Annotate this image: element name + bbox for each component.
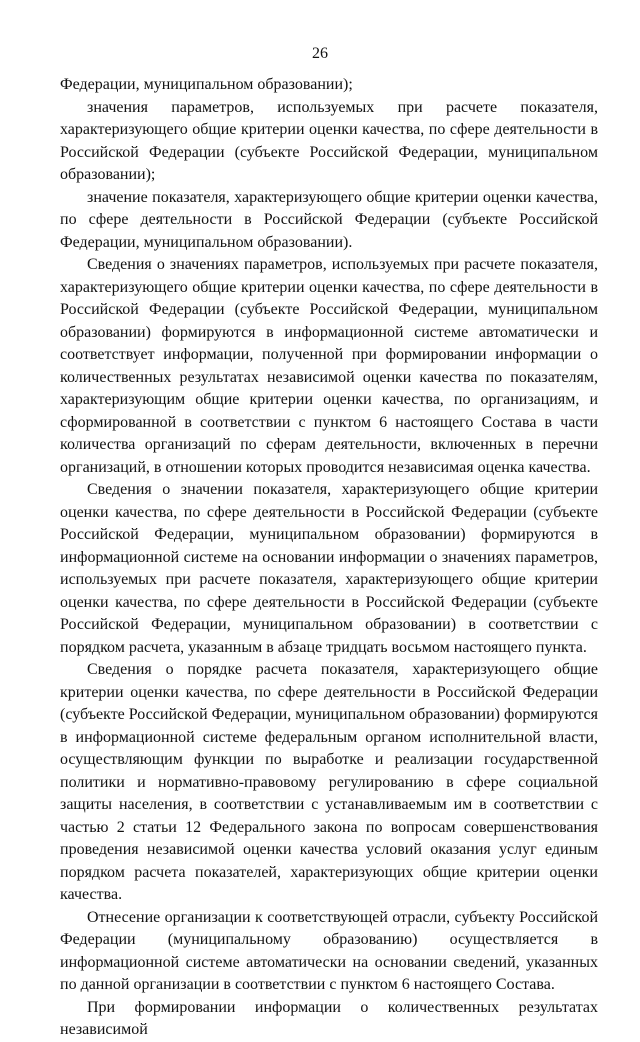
paragraph-parameter-values: значения параметров, используемых при расчете показателя, характеризующего общие критерии оценки качества, по сфере деятельности в Российской Федерации (субъекте Российской Федерации, муниципальном образовании);	[60, 98, 598, 183]
paragraph-organization-assignment: Отнесение организации к соответствующей отрасли, субъекту Российской Федерации (муниципальному образованию) осуществляется в информационной системе автоматически на основании сведений, указанных по данной организации в соответствии с пунктом 6 настоящего Состава.	[60, 908, 598, 993]
paragraph-parameters-info: Сведения о значениях параметров, используемых при расчете показателя, характеризующего общие критерии оценки качества, по сфере деятельности в Российской Федерации (субъекте Российской Федерации, муниципальном образовании) формируются в информационной системе автоматически и соответствует информации, полученной при формировании информации о количественных результатах независимой оценки качества по показателям, характеризующим общие критерии оценки качества, по организациям, и сформированной в соответствии с пунктом 6 настоящего Состава в части количества организаций по сферам деятельности, включенных в перечни организаций, в отношении которых проводится независимая оценка качества.	[60, 256, 598, 476]
paragraph-indicator-value: значение показателя, характеризующего общие критерии оценки качества, по сфере деятельности в Российской Федерации (субъекте Российской Федерации, муниципальном образовании).	[60, 188, 598, 251]
paragraph-continuation: Федерации, муниципальном образовании);	[60, 76, 353, 93]
page-number: 26	[312, 45, 328, 62]
paragraph-quantitative-results: При формировании информации о количественных результатах независимой	[60, 998, 598, 1038]
paragraph-indicator-info: Сведения о значении показателя, характеризующего общие критерии оценки качества, по сфере деятельности в Российской Федерации (субъекте Российской Федерации, муниципальном образовании) формируются в информационной системе на основании информации о значениях параметров, используемых при расчете показателя, характеризующего общие критерии оценки качества, по сфере деятельности в Российской Федерации (субъекте Российской Федерации, муниципальном образовании) в соответствии с порядком расчета, указанным в абзаце тридцать восьмом настоящего пункта.	[60, 481, 598, 656]
paragraph-calculation-procedure: Сведения о порядке расчета показателя, характеризующего общие критерии оценки качества, по сфере деятельности в Российской Федерации (субъекте Российской Федерации, муниципальном образовании) формируются в информационной системе федеральным органом исполнительной власти, осуществляющим функции по выработке и реализации государственной политики и нормативно-правовому регулированию в сфере социальной защиты населения, в соответствии с устанавливаемым им в соответствии с частью 2 статьи 12 Федерального закона по вопросам совершенствования проведения независимой оценки качества условий оказания услуг единым порядком расчета показателей, характеризующих общие критерии оценки качества.	[60, 661, 598, 903]
document-body	[60, 74, 598, 1042]
